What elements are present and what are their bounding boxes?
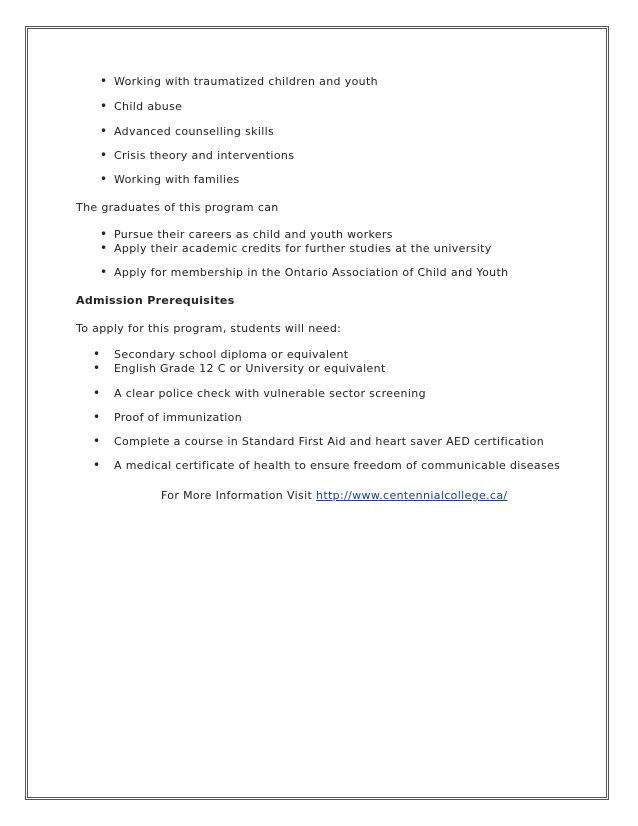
- list-item: A medical certificate of health to ensure freedom of communicable diseases: [114, 459, 561, 472]
- bullet-icon: •: [100, 124, 108, 138]
- bullet-icon: •: [100, 74, 108, 88]
- list-item: Advanced counselling skills: [114, 125, 275, 138]
- bullet-icon: •: [93, 410, 101, 424]
- list-item: Apply for membership in the Ontario Association of Child and Youth: [114, 266, 509, 279]
- bullet-icon: •: [100, 172, 108, 186]
- list-item: Proof of immunization: [114, 411, 243, 424]
- bullet-icon: •: [93, 361, 101, 375]
- bullet-icon: •: [93, 434, 101, 448]
- more-info-text: For More Information Visit: [161, 489, 313, 502]
- bullet-icon: •: [93, 386, 101, 400]
- bullet-icon: •: [100, 148, 108, 162]
- list-item: Complete a course in Standard First Aid and heart saver AED certification: [114, 435, 545, 448]
- list-item: Secondary school diploma or equivalent: [114, 348, 349, 361]
- bullet-icon: •: [100, 265, 108, 279]
- list-item: A clear police check with vulnerable sector screening: [114, 387, 426, 400]
- bullet-icon: •: [93, 347, 101, 361]
- list-item: Crisis theory and interventions: [114, 149, 295, 162]
- list-item: Working with traumatized children and youth: [114, 75, 378, 88]
- list-item: English Grade 12 C or University or equivalent: [114, 362, 386, 375]
- graduates-intro: The graduates of this program can: [76, 201, 279, 214]
- college-website-link[interactable]: http://www.centennialcollege.ca/: [316, 489, 508, 502]
- more-info-line: [161, 489, 507, 502]
- page-border: [25, 26, 609, 800]
- list-item: Child abuse: [114, 100, 183, 113]
- bullet-icon: •: [100, 241, 108, 255]
- bullet-icon: •: [100, 99, 108, 113]
- list-item: Working with families: [114, 173, 240, 186]
- list-item: Pursue their careers as child and youth workers: [114, 228, 393, 241]
- admission-intro: To apply for this program, students will need:: [76, 322, 342, 335]
- bullet-icon: •: [93, 458, 101, 472]
- admission-heading: Admission Prerequisites: [76, 294, 235, 307]
- bullet-icon: •: [100, 227, 108, 241]
- list-item: Apply their academic credits for further studies at the university: [114, 242, 492, 255]
